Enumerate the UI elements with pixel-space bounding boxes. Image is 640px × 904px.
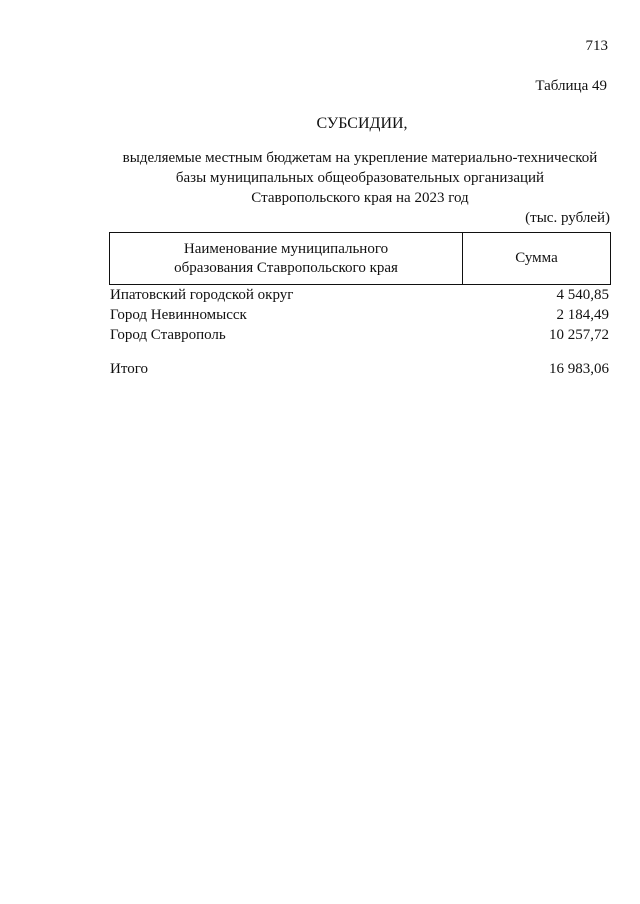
row-sum: 10 257,72 xyxy=(549,327,609,343)
table-header xyxy=(109,232,611,285)
header-sum: Сумма xyxy=(515,250,558,266)
total-sum: 16 983,06 xyxy=(549,361,609,377)
subtitle-line: Ставропольского края на 2023 год xyxy=(251,190,469,206)
document-title: СУБСИДИИ, xyxy=(316,115,408,132)
table-row xyxy=(110,307,609,324)
header-name xyxy=(110,233,463,284)
page-number: 713 xyxy=(585,38,608,54)
subtitle-line: базы муниципальных общеобразовательных организаций xyxy=(175,170,545,186)
header-line: Наименование муниципального xyxy=(183,240,389,257)
total-row xyxy=(110,361,609,378)
subtitle-line: выделяемые местным бюджетам на укрепление материально-технической xyxy=(122,150,598,166)
row-name: Ипатовский городской округ xyxy=(110,287,294,303)
table-row xyxy=(110,287,609,304)
document-subtitle xyxy=(0,148,640,208)
total-label: Итого xyxy=(110,361,148,377)
table-row xyxy=(110,327,609,344)
row-sum: 4 540,85 xyxy=(556,287,609,303)
row-name: Город Ставрополь xyxy=(110,327,226,343)
header-line: образования Ставропольского края xyxy=(174,259,398,276)
row-name: Город Невинномысск xyxy=(110,307,247,323)
row-sum: 2 184,49 xyxy=(556,307,609,323)
table-label: Таблица 49 xyxy=(535,78,607,94)
units-label: (тыс. рублей) xyxy=(525,210,610,226)
